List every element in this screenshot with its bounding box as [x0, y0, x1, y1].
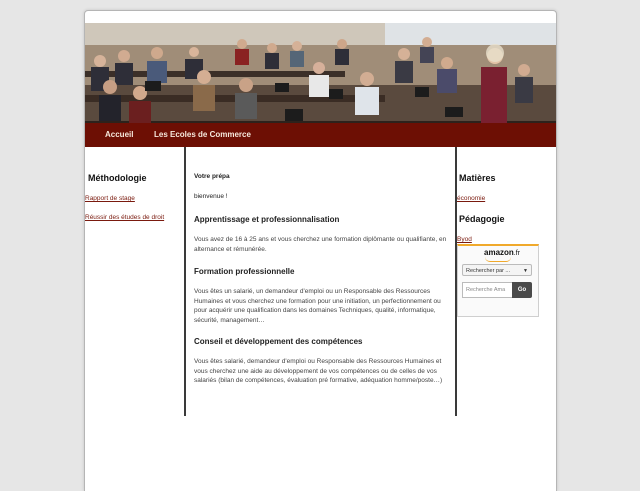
section-text-formation: Vous êtes un salarié, un demandeur d'emploi ou un Responsable des Ressources Humaines et vous cherchez une formation pour une initiation, un perfectionnement ou pour acquérir une qualification dans les domaines Techniques, qualité, informatique, sécurité, management…: [194, 288, 441, 324]
pedagogie-heading: Pédagogie: [459, 214, 505, 224]
amazon-go-button[interactable]: Go: [512, 282, 532, 298]
section-text-apprentissage: Vous avez de 16 à 25 ans et vous cherchez une formation diplômante ou qualifiante, en alternance et rémunérée.: [194, 236, 447, 253]
reussir-etudes-droit-link[interactable]: Réussir des études de droit: [85, 214, 165, 221]
amazon-logo: amazon.fr: [484, 248, 521, 257]
section-heading-conseil: Conseil et développement des compétences: [194, 337, 363, 346]
amazon-search-input[interactable]: Recherche Ama: [462, 282, 512, 298]
greeting-text: bienvenue !: [194, 193, 228, 200]
section-text-conseil: Vous êtes salarié, demandeur d'emploi ou Responsable des Ressources Humaines et vous cherchez une aide au développement de vos compétences ou de celles de vos salariés (bilan de compétences, évaluation pré formative, adéquation homme/poste…): [194, 358, 443, 384]
nav-accueil-link[interactable]: Accueil: [105, 130, 134, 139]
amazon-smile-icon: [485, 257, 511, 262]
chevron-down-icon: ▼: [523, 268, 528, 274]
economie-link[interactable]: économie: [457, 195, 486, 202]
page-container: [84, 10, 557, 491]
left-sidebar: [85, 147, 184, 427]
amazon-category-select[interactable]: Rechercher par ... ▼: [462, 264, 532, 276]
matieres-heading: Matières: [459, 173, 496, 183]
nav-ecoles-de-commerce-link[interactable]: Les Ecoles de Commerce: [154, 130, 251, 139]
section-heading-formation: Formation professionnelle: [194, 267, 295, 276]
main-content: [184, 147, 457, 416]
intro-title: Votre prépa: [194, 173, 230, 180]
main-navigation: [85, 123, 556, 147]
amazon-search-widget: [457, 244, 539, 317]
methodologie-heading: Méthodologie: [88, 173, 147, 183]
section-heading-apprentissage: Apprentissage et professionnalisation: [194, 215, 340, 224]
rapport-de-stage-link[interactable]: Rapport de stage: [85, 195, 135, 202]
right-sidebar: [455, 147, 556, 427]
byod-link[interactable]: Byod: [457, 236, 472, 243]
header-banner-photo: [85, 23, 556, 133]
